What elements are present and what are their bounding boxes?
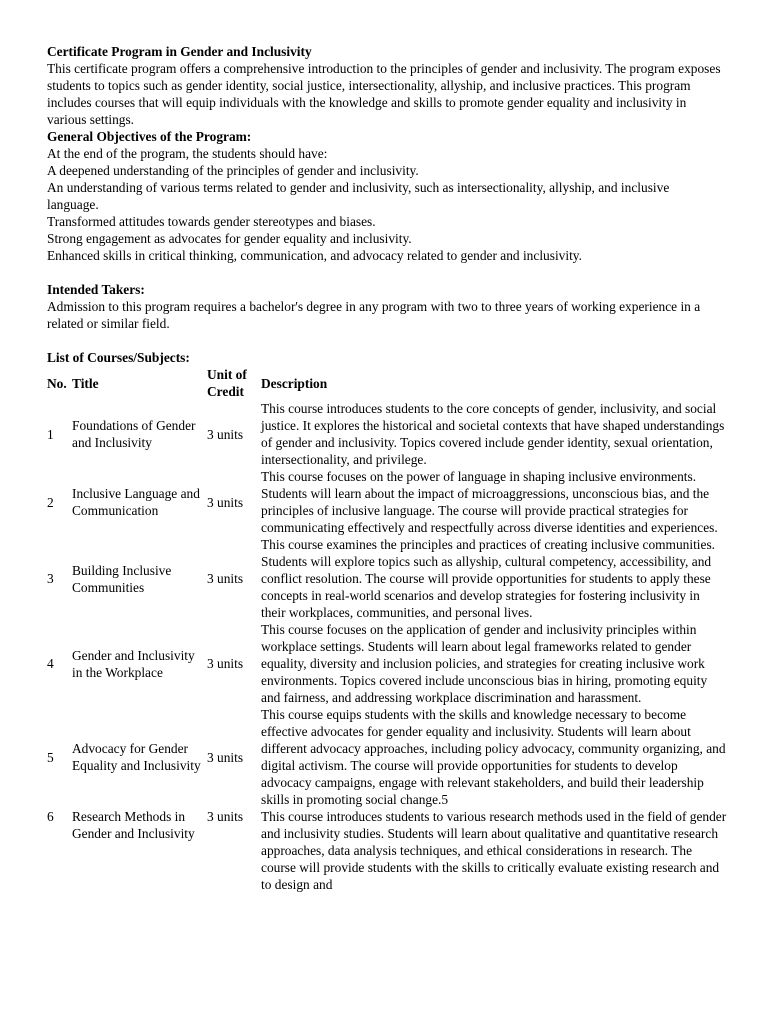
course-unit: 3 units [207,809,244,824]
spacer [47,332,727,349]
header-description: Description [261,375,328,391]
objective-item: Transformed attitudes towards gender stereotypes and biases. [47,214,376,229]
takers-heading: Intended Takers: [47,282,145,297]
table-row [47,706,727,808]
document-page [47,43,727,893]
course-description: This course focuses on the power of language in shaping inclusive environments. Students will learn about the impact of microaggressions, unconscious bias, and the principles of inclusive language. The course will provide practical strategies for communicating effectively and respectfully across diverse identities and experiences. [261,469,718,535]
spacer [47,264,727,281]
table-row [47,468,727,536]
course-no: 6 [47,809,54,824]
course-title: Inclusive Language and Communication [72,486,200,518]
header-title: Title [72,375,99,391]
course-title: Building Inclusive Communities [72,562,172,595]
courses-heading: List of Courses/Subjects: [47,350,190,365]
header-unit: Unit of Credit [207,367,247,399]
objectives-lead: At the end of the program, the students should have: [47,146,328,161]
course-no: 5 [47,749,54,765]
course-title: Research Methods in Gender and Inclusivity [72,809,195,841]
table-row [47,621,727,706]
objective-item: Enhanced skills in critical thinking, communication, and advocacy related to gender and inclusivity. [47,248,582,263]
course-unit: 3 units [207,749,244,765]
document-title: Certificate Program in Gender and Inclusivity [47,44,312,59]
course-unit: 3 units [207,426,244,442]
objectives-heading: General Objectives of the Program: [47,129,252,144]
course-unit: 3 units [207,571,244,586]
course-description: This course introduces students to the core concepts of gender, inclusivity, and social justice. It explores the historical and societal contexts that have shaped understandings of gender and inclusivity. Topics covered include gender identity, sexual orientation, intersectionality, and privilege. [261,401,725,467]
course-no: 3 [47,571,54,586]
intro-paragraph: This certificate program offers a comprehensive introduction to the principles of gender and inclusivity. The program exposes students to topics such as gender identity, social justice, intersectionality, allyship, and inclusive practices. This program includes courses that will equip individuals with the knowledge and skills to promote gender equality and inclusivity in various settings. [47,61,721,127]
takers-paragraph: Admission to this program requires a bachelor's degree in any program with two to three years of working experience in a related or similar field. [47,299,701,331]
course-no: 4 [47,656,54,671]
objective-item: An understanding of various terms related to gender and inclusivity, such as intersectionality, allyship, and inclusive language. [47,180,670,212]
course-title: Foundations of Gender and Inclusivity [72,418,196,450]
header-no: No. [47,375,67,391]
course-no: 2 [47,494,54,510]
course-unit: 3 units [207,494,244,510]
course-unit: 3 units [207,656,244,671]
course-no: 1 [47,426,54,442]
table-row [47,536,727,621]
course-title: Advocacy for Gender Equality and Inclusivity [72,741,201,773]
course-description: This course equips students with the skills and knowledge necessary to become effective advocates for gender equality and inclusivity. Students will learn about different advocacy approaches, including policy advocacy, community organizing, and digital activism. The course will provide opportunities for students to develop advocacy campaigns, engage with relevant stakeholders, and build their leadership skills in promoting social change.5 [261,707,726,807]
objective-item: Strong engagement as advocates for gender equality and inclusivity. [47,231,412,246]
courses-table [47,366,727,893]
course-description: This course examines the principles and practices of creating inclusive communities. Students will explore topics such as allyship, cultural competency, accessibility, and conflict resolution. The course will provide opportunities for students to apply these concepts in real-world scenarios and develop strategies for fostering inclusivity in their workplaces, communities, and personal lives. [261,537,716,620]
course-title: Gender and Inclusivity in the Workplace [72,647,195,680]
table-row [47,808,727,893]
table-header-row [47,366,727,400]
table-row [47,400,727,468]
course-description: This course focuses on the application of gender and inclusivity principles within workplace settings. Students will learn about legal frameworks related to gender equality, diversity and inclusion policies, and strategies for creating inclusive work environments. Topics covered include unconscious bias in hiring, promoting equity and fairness, and addressing workplace discrimination and harassment. [261,622,708,705]
objective-item: A deepened understanding of the principles of gender and inclusivity. [47,163,419,178]
course-description: This course introduces students to various research methods used in the field of gender and inclusivity studies. Students will learn about qualitative and quantitative research approaches, data analysis techniques, and ethical considerations in research. The course will provide students with the skills to critically evaluate existing research and to design and [261,809,727,892]
